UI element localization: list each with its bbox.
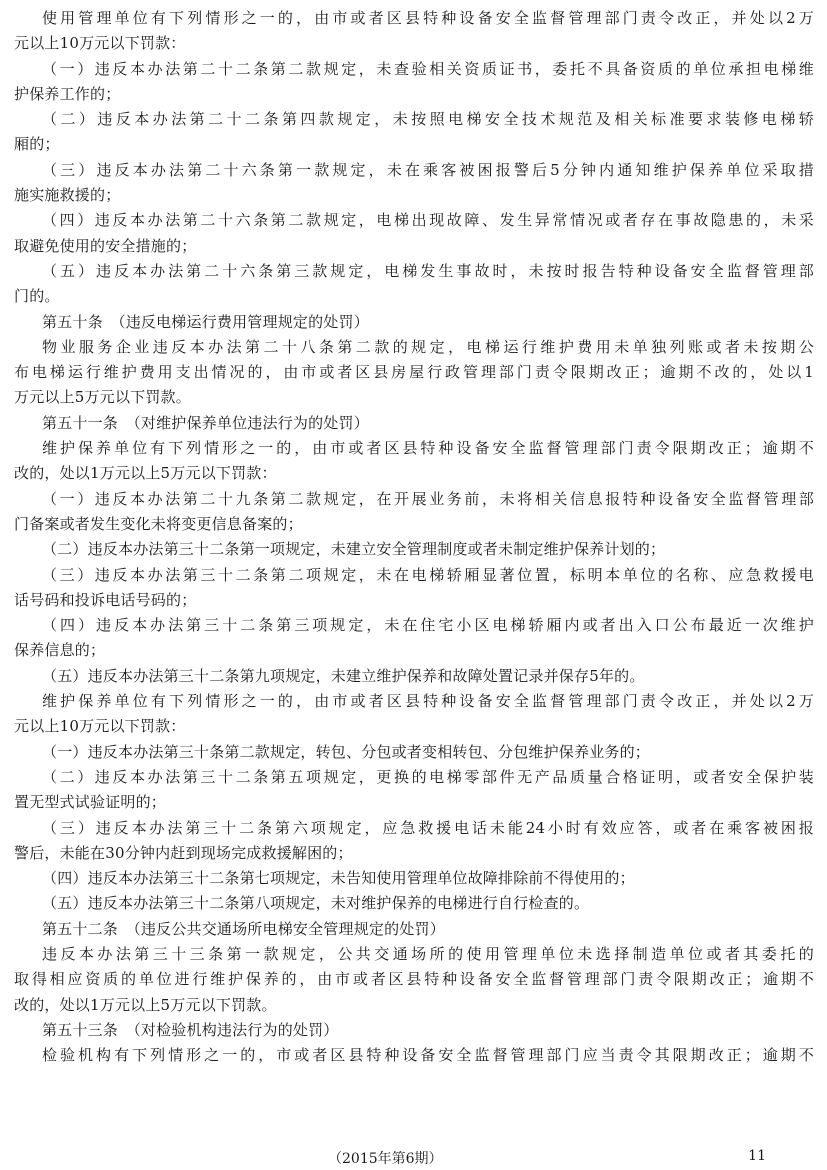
text-line: 保养信息的； bbox=[14, 641, 106, 660]
text-line: 维护保养单位有下列情形之一的，由市或者区县特种设备安全监督管理部门责令限期改正；逾期不 bbox=[42, 439, 814, 458]
text-line: 警后，未能在30分钟内赶到现场完成救援解困的； bbox=[14, 843, 353, 862]
paragraph bbox=[14, 158, 814, 209]
paragraph bbox=[14, 57, 814, 108]
paragraph bbox=[14, 563, 814, 614]
paragraph bbox=[14, 664, 814, 689]
paragraph bbox=[14, 537, 814, 562]
paragraph bbox=[14, 891, 814, 916]
text-line: （五）违反本办法第二十六条第三款规定，电梯发生事故时，未按时报告特种设备安全监督管理部 bbox=[42, 261, 814, 280]
text-line: 第五十二条 （违反公共交通场所电梯安全管理规定的处罚） bbox=[42, 919, 445, 938]
issue-label: （2015年第6期） bbox=[328, 1151, 443, 1167]
paragraph bbox=[14, 689, 814, 740]
text-line: 话号码和投诉电话号码的； bbox=[14, 590, 197, 609]
text-line: 改的，处以1万元以上5万元以下罚款。 bbox=[14, 995, 277, 1014]
text-line: （四）违反本办法第三十二条第三项规定，未在住宅小区电梯轿厢内或者出入口公布最近一次维护 bbox=[42, 616, 814, 635]
paragraph bbox=[14, 765, 814, 816]
text-line: （四）违反本办法第三十二条第七项规定，未告知使用管理单位故障排除前不得使用的； bbox=[42, 869, 635, 888]
text-line: （二）违反本办法第三十二条第一项规定，未建立安全管理制度或者未制定维护保养计划的； bbox=[42, 540, 666, 559]
text-line: 元以上10万元以下罚款： bbox=[14, 717, 186, 736]
text-line: （三）违反本办法第三十二条第二项规定，未在电梯轿厢显著位置，标明本单位的名称、应急救援电 bbox=[42, 565, 814, 584]
text-line: 第五十三条 （对检验机构违法行为的处罚） bbox=[42, 1020, 339, 1039]
article-heading bbox=[14, 917, 814, 942]
paragraph bbox=[14, 816, 814, 867]
text-line: （三）违反本办法第二十六条第一款规定，未在乘客被困报警后5分钟内通知维护保养单位采取措 bbox=[42, 160, 814, 179]
text-line: 元以上10万元以下罚款： bbox=[14, 34, 186, 53]
paragraph bbox=[14, 335, 814, 411]
paragraph bbox=[14, 1043, 814, 1068]
text-line: 门的。 bbox=[14, 287, 60, 306]
text-line: 第五十条 （违反电梯运行费用管理规定的处罚） bbox=[42, 312, 369, 331]
text-line: 门备案或者发生变化未将变更信息备案的； bbox=[14, 514, 303, 533]
page-footer bbox=[14, 1148, 814, 1168]
paragraph bbox=[14, 866, 814, 891]
paragraph bbox=[14, 740, 814, 765]
text-line: （二）违反本办法第二十二条第四款规定，未按照电梯安全技术规范及相关标准要求装修电梯轿 bbox=[42, 110, 814, 129]
text-line: （五）违反本办法第三十二条第九项规定，未建立维护保养和故障处置记录并保存5年的。 bbox=[42, 666, 645, 685]
text-line: （五）违反本办法第三十二条第八项规定，未对维护保养的电梯进行自行检查的。 bbox=[42, 894, 590, 913]
text-line: 违反本办法第三十三条第一款规定，公共交通场所的使用管理单位未选择制造单位或者其委托的 bbox=[42, 944, 814, 963]
text-line: 施实施救援的； bbox=[14, 186, 121, 205]
article-heading bbox=[14, 411, 814, 436]
paragraph bbox=[14, 942, 814, 1018]
paragraph bbox=[14, 259, 814, 310]
text-line: 取避免使用的安全措施的； bbox=[14, 236, 197, 255]
paragraph bbox=[14, 613, 814, 664]
text-line: （四）违反本办法第二十六条第二款规定，电梯出现故障、发生异常情况或者存在事故隐患的，未采 bbox=[42, 211, 814, 230]
text-line: 改的，处以1万元以上5万元以下罚款： bbox=[14, 464, 277, 483]
text-line: 使用管理单位有下列情形之一的，由市或者区县特种设备安全监督管理部门责令改正，并处以2万 bbox=[42, 9, 814, 27]
article-heading bbox=[14, 1018, 814, 1043]
paragraph bbox=[14, 208, 814, 259]
text-line: （三）违反本办法第三十二条第六项规定，应急救援电话未能24小时有效应答，或者在乘客被困报 bbox=[42, 818, 814, 837]
text-line: （一）违反本办法第二十九条第二款规定，在开展业务前，未将相关信息报特种设备安全监督管理部 bbox=[42, 489, 814, 508]
text-line: 第五十一条 （对维护保养单位违法行为的处罚） bbox=[42, 413, 369, 432]
document-body bbox=[14, 6, 814, 1068]
text-line: 布电梯运行维护费用支出情况的，由市或者区县房屋行政管理部门责令限期改正；逾期不改的，处以1 bbox=[14, 363, 814, 382]
text-line: 维护保养单位有下列情形之一的，由市或者区县特种设备安全监督管理部门责令改正，并处以2万 bbox=[42, 692, 814, 711]
text-line: 检验机构有下列情形之一的，市或者区县特种设备安全监督管理部门应当责令其限期改正；逾期不 bbox=[42, 1046, 814, 1065]
text-line: （一）违反本办法第二十二条第二款规定，未查验相关资质证书，委托不具备资质的单位承担电梯维 bbox=[42, 59, 814, 78]
paragraph bbox=[14, 487, 814, 538]
text-line: （一）违反本办法第三十条第二款规定，转包、分包或者变相转包、分包维护保养业务的； bbox=[42, 742, 651, 761]
paragraph bbox=[14, 6, 814, 57]
text-line: 置无型式试验证明的； bbox=[14, 793, 167, 812]
article-heading bbox=[14, 310, 814, 335]
text-line: 厢的； bbox=[14, 135, 60, 154]
document-page bbox=[14, 6, 814, 1170]
text-line: 万元以上5万元以下罚款。 bbox=[14, 388, 191, 407]
text-line: （二）违反本办法第三十二条第五项规定，更换的电梯零部件无产品质量合格证明，或者安全保护装 bbox=[42, 767, 814, 786]
text-line: 取得相应资质的单位进行维护保养的，由市或者区县特种设备安全监督管理部门责令限期改正；逾期不 bbox=[14, 970, 814, 989]
text-line: 物业服务企业违反本办法第二十八条第二款的规定，电梯运行维护费用未单独列账或者未按期公 bbox=[42, 337, 814, 356]
text-line: 护保养工作的； bbox=[14, 84, 121, 103]
page-number: 11 bbox=[748, 1148, 766, 1164]
paragraph bbox=[14, 107, 814, 158]
paragraph bbox=[14, 436, 814, 487]
